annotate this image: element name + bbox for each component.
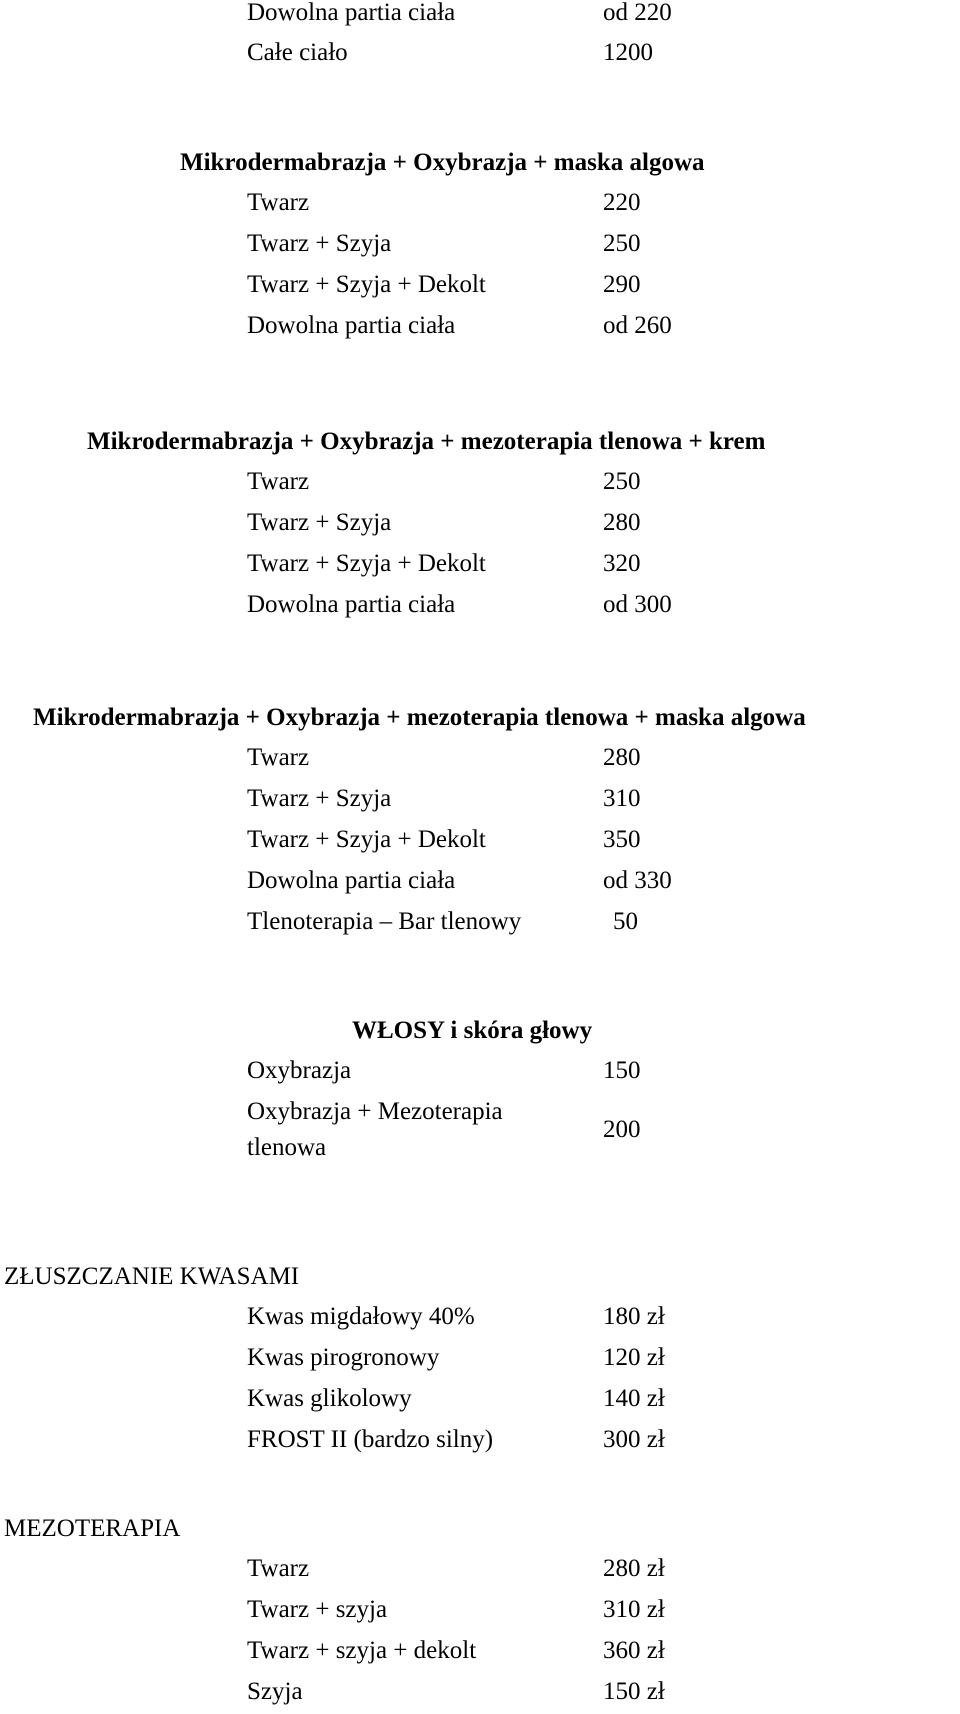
service-name: Twarz + Szyja + Dekolt [247,550,486,577]
service-price: 320 [603,550,641,577]
service-name: Szyja [247,1678,303,1705]
service-price: od 260 [603,312,672,339]
service-price: 200 [603,1116,641,1143]
service-name: Kwas pirogronowy [247,1344,440,1371]
service-price: od 220 [603,0,672,26]
service-name: Całe ciało [247,39,348,66]
section-title: Mikrodermabrazja + Oxybrazja + mezoterapia tlenowa + maska algowa [33,704,806,731]
service-name: Dowolna partia ciała [247,312,456,339]
service-price: 250 [603,230,641,257]
service-name: Kwas glikolowy [247,1385,412,1412]
service-name: FROST II (bardzo silny) [247,1426,494,1453]
service-name: Dowolna partia ciała [247,591,456,618]
service-price: 50 [613,908,638,935]
section-title: ZŁUSZCZANIE KWASAMI [4,1263,300,1290]
service-name: Twarz [247,468,310,495]
service-name: Tlenoterapia – Bar tlenowy [247,908,522,935]
service-name: Twarz + Szyja + Dekolt [247,271,486,298]
service-price: 300 zł [603,1426,665,1453]
service-price: 360 zł [603,1637,665,1664]
service-price: 250 [603,468,641,495]
service-name: Twarz + Szyja [247,230,392,257]
service-name: Twarz + szyja + dekolt [247,1637,477,1664]
service-name: Oxybrazja [247,1057,352,1084]
service-price: 310 [603,785,641,812]
service-name: Dowolna partia ciała [247,867,456,894]
service-price: 280 [603,509,641,536]
service-price: 280 [603,744,641,771]
service-price: 280 zł [603,1555,665,1582]
service-name: Twarz [247,189,310,216]
service-price: 350 [603,826,641,853]
section-title: MEZOTERAPIA [4,1515,181,1542]
service-price: od 300 [603,591,672,618]
service-price: od 330 [603,867,672,894]
service-price: 310 zł [603,1596,665,1623]
service-price: 220 [603,189,641,216]
service-price: 140 zł [603,1385,665,1412]
service-name: Twarz [247,744,310,771]
service-price: 180 zł [603,1303,665,1330]
service-price: 290 [603,271,641,298]
service-name: Twarz + szyja [247,1596,388,1623]
section-title: Mikrodermabrazja + Oxybrazja + mezoterapia tlenowa + krem [87,428,766,455]
service-price: 120 zł [603,1344,665,1371]
service-name: Kwas migdałowy 40% [247,1303,475,1330]
service-name: Twarz + Szyja [247,785,392,812]
service-price: 150 [603,1057,641,1084]
service-name-line2: tlenowa [247,1134,327,1161]
service-name: Twarz + Szyja + Dekolt [247,826,486,853]
service-price: 1200 [603,39,653,66]
service-price: 150 zł [603,1678,665,1705]
service-name-line1: Oxybrazja + Mezoterapia [247,1098,503,1125]
section-title: Mikrodermabrazja + Oxybrazja + maska algowa [180,149,705,176]
service-name: Twarz [247,1555,310,1582]
service-name: Twarz + Szyja [247,509,392,536]
service-name: Dowolna partia ciała [247,0,456,26]
section-title: WŁOSY i skóra głowy [352,1017,593,1044]
